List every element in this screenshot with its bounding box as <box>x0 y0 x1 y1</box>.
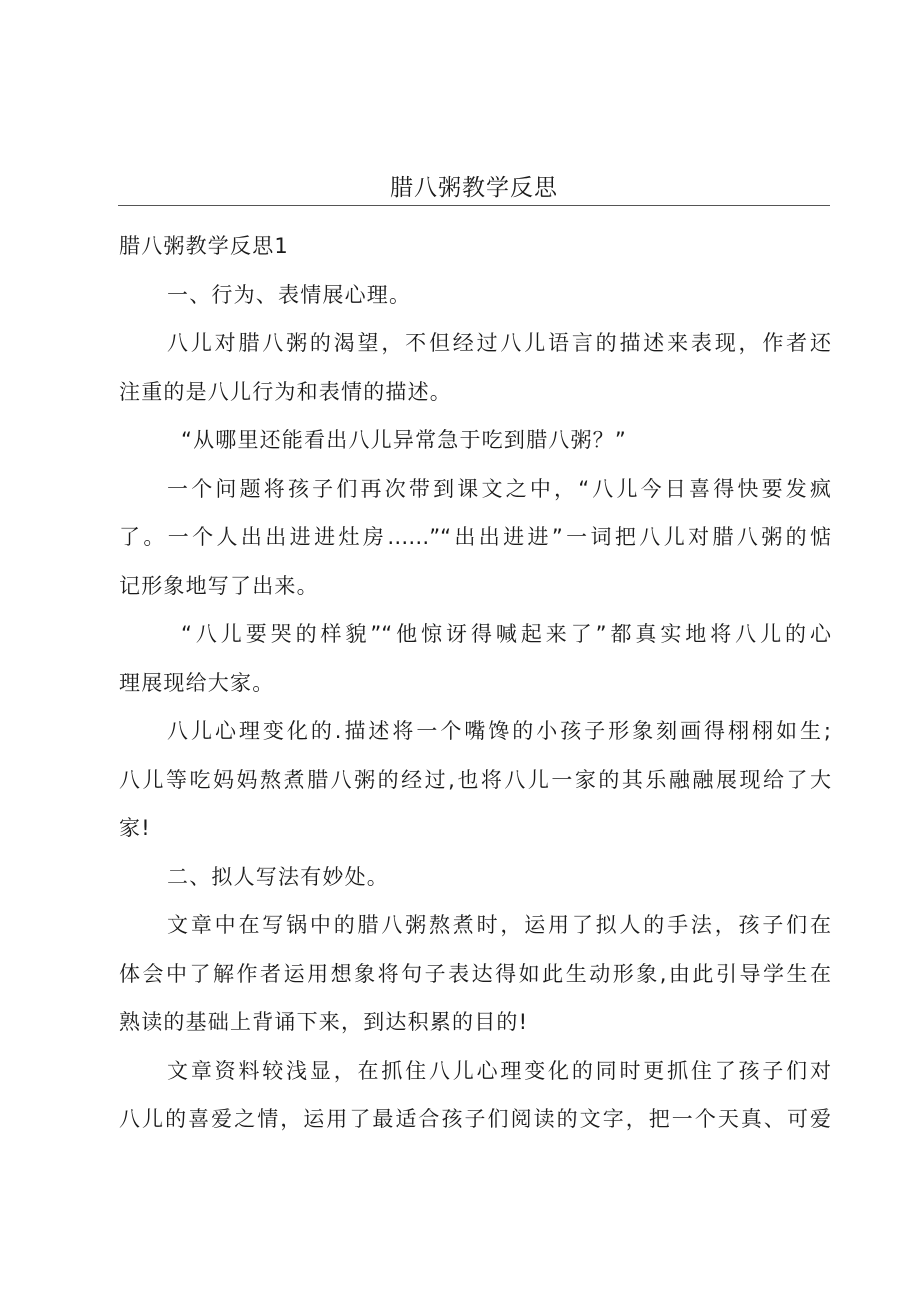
document-title: 腊八粥教学反思 <box>390 175 558 201</box>
paragraph-line: 八儿等吃妈妈熬煮腊八粥的经过,也将八儿一家的其乐融融展现给了大 <box>119 767 831 792</box>
paragraph-line: “八儿要哭的样貌”“他惊讶得喊起来了”都真实地将八儿的心 <box>181 622 831 646</box>
section-heading: 腊八粥教学反思1 <box>119 234 289 258</box>
point-heading-1: 一、行为、表情展心理。 <box>167 282 412 307</box>
point-heading-2: 二、拟人写法有妙处。 <box>167 864 389 889</box>
paragraph-line: 文章中在写锅中的腊八粥熬煮时，运用了拟人的手法，孩子们在 <box>167 913 831 937</box>
paragraph-line: 注重的是八儿行为和表情的描述。 <box>119 379 452 404</box>
title-underline <box>118 205 830 206</box>
paragraph-line: 理展现给大家。 <box>119 670 275 695</box>
paragraph-line: 文章资料较浅显，在抓住八儿心理变化的同时更抓住了孩子们对 <box>167 1058 831 1083</box>
document-body <box>119 226 831 1148</box>
paragraph-line: 八儿对腊八粥的渴望，不但经过八儿语言的描述来表现，作者还 <box>167 331 831 355</box>
paragraph-line: 熟读的基础上背诵下来，到达积累的目的! <box>119 1010 529 1034</box>
paragraph-line: 家! <box>119 816 151 840</box>
quote-line: “从哪里还能看出八儿异常急于吃到腊八粥？” <box>181 428 627 452</box>
paragraph-line: 体会中了解作者运用想象将句子表达得如此生动形象,由此引导学生在 <box>119 961 831 986</box>
paragraph-line: 八儿的喜爱之情，运用了最适合孩子们阅读的文字，把一个天真、可爱 <box>119 1107 831 1131</box>
paragraph-line: 记形象地写了出来。 <box>119 573 319 598</box>
paragraph-line: 一个问题将孩子们再次带到课文之中，“八儿今日喜得快要发疯 <box>167 476 831 501</box>
paragraph-line: 了。一个人出出进进灶房……”“出出进进”一词把八儿对腊八粥的惦 <box>119 525 831 549</box>
paragraph-line: 八儿心理变化的.描述将一个嘴馋的小孩子形象刻画得栩栩如生; <box>167 719 831 743</box>
